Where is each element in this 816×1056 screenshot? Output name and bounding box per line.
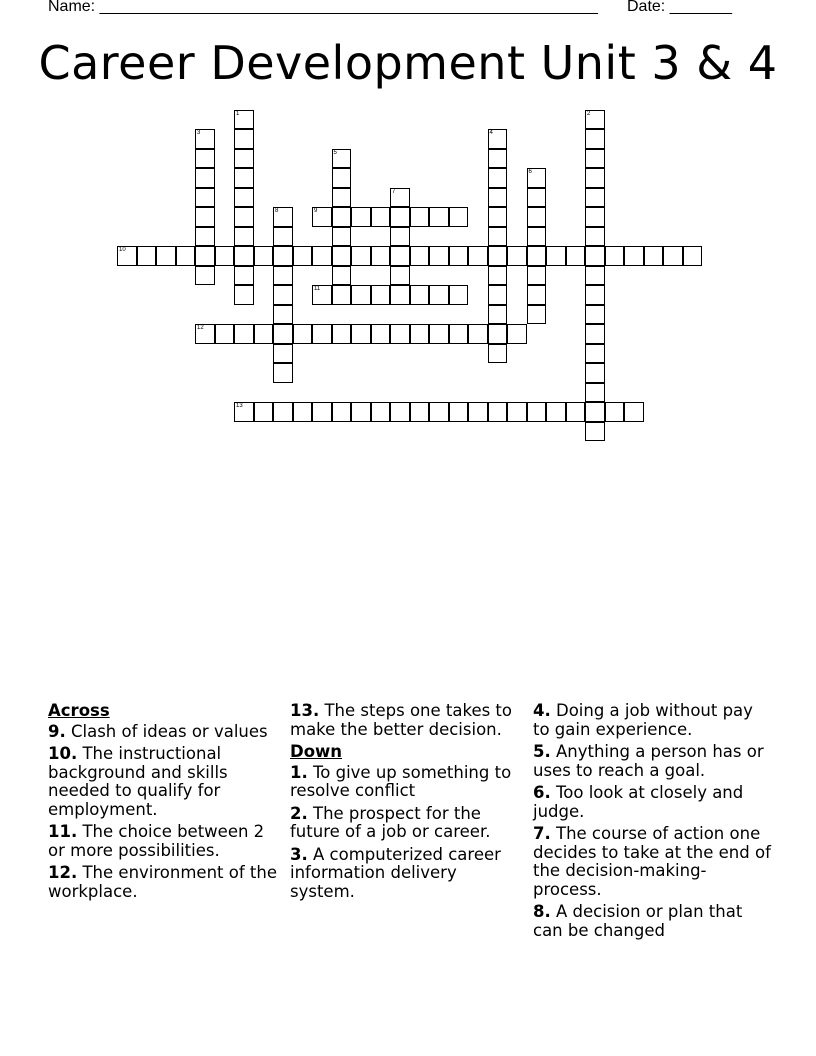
clue-item-number: 10. [48,744,78,763]
crossword-cell[interactable] [410,207,430,227]
clue-item-number: 12. [48,863,78,882]
clue-item [290,702,515,739]
crossword-cell[interactable] [488,188,508,208]
crossword-cell[interactable] [234,168,254,188]
crossword-cell[interactable] [585,324,605,344]
crossword-cell[interactable] [156,246,176,266]
clue-number: 5 [333,149,337,156]
clue-item-number: 5. [533,742,551,761]
crossword-cell[interactable] [429,246,449,266]
crossword-cell[interactable] [449,324,469,344]
crossword-cell[interactable] [585,246,605,266]
clue-item-number: 6. [533,783,551,802]
crossword-cell[interactable] [273,227,293,247]
crossword-cell[interactable] [195,129,215,149]
clues-column-3 [533,702,773,944]
crossword-cell[interactable] [332,266,352,286]
crossword-cell[interactable] [312,246,332,266]
crossword-cell[interactable] [585,227,605,247]
clue-item-text: The course of action one decides to take at the end of the decision-making-process. [533,824,771,899]
crossword-cell[interactable] [195,246,215,266]
crossword-cell[interactable] [585,207,605,227]
clue-item-text: The prospect for the future of a job or career. [290,803,491,841]
clue-item-text: The choice between 2 or more possibilities. [48,822,265,860]
crossword-cell[interactable] [293,402,313,422]
crossword-cell[interactable] [332,227,352,247]
clue-item [533,743,773,780]
clue-number: 10 [119,247,126,253]
crossword-cell[interactable] [429,402,449,422]
crossword-cell[interactable] [507,402,527,422]
crossword-cell[interactable] [312,285,332,305]
clue-item-number: 9. [48,721,66,741]
crossword-cell[interactable] [332,402,352,422]
clue-item [533,702,773,739]
crossword-cell[interactable] [585,344,605,364]
crossword-cell[interactable] [527,266,547,286]
crossword-cell[interactable] [332,149,352,169]
crossword-cell[interactable] [273,207,293,227]
crossword-cell[interactable] [371,246,391,266]
crossword-cell[interactable] [312,402,332,422]
crossword-cell[interactable] [624,246,644,266]
crossword-cell[interactable] [390,324,410,344]
crossword-cell[interactable] [332,188,352,208]
crossword-cell[interactable] [234,227,254,247]
crossword-cell[interactable] [390,402,410,422]
clue-number: 4 [489,130,493,136]
crossword-cell[interactable] [585,188,605,208]
crossword-cell[interactable] [332,324,352,344]
crossword-cell[interactable] [351,285,371,305]
crossword-cell[interactable] [254,324,274,344]
crossword-cell[interactable] [488,168,508,188]
crossword-cell[interactable] [273,324,293,344]
clue-item [48,723,278,742]
crossword-cell[interactable] [332,207,352,227]
crossword-cell[interactable] [488,149,508,169]
crossword-cell[interactable] [527,305,547,325]
crossword-cell[interactable] [234,110,254,130]
crossword-cell[interactable] [234,207,254,227]
crossword-cell[interactable] [137,246,157,266]
clue-item-text: Anything a person has or uses to reach a goal. [533,742,764,780]
crossword-cell[interactable] [488,402,508,422]
clue-item-text: To give up something to resolve conflict [290,762,512,800]
crossword-cell[interactable] [351,402,371,422]
clue-number: 9 [314,208,318,214]
clue-item [290,805,515,842]
crossword-cell[interactable] [332,246,352,266]
clue-item-number: 4. [533,701,551,720]
crossword-cell[interactable] [234,129,254,149]
crossword-cell[interactable] [273,363,293,383]
crossword-cell[interactable] [585,402,605,422]
crossword-cell[interactable] [176,246,196,266]
clue-item-number: 11. [48,822,78,841]
down-clue-list [290,764,515,902]
crossword-cell[interactable] [585,149,605,169]
crossword-cell[interactable] [488,227,508,247]
crossword-cell[interactable] [195,149,215,169]
crossword-cell[interactable] [429,285,449,305]
crossword-cell[interactable] [683,246,703,266]
crossword-cell[interactable] [605,402,625,422]
down-heading: Down [290,742,343,761]
crossword-cell[interactable] [663,246,683,266]
across-clue-list-continued [290,702,515,739]
crossword-cell[interactable] [585,129,605,149]
crossword-cell[interactable] [254,246,274,266]
clue-item [290,846,515,902]
crossword-cell[interactable] [410,324,430,344]
crossword-cell[interactable] [585,266,605,286]
clue-item [533,784,773,821]
crossword-grid [0,0,816,460]
crossword-cell[interactable] [117,246,137,266]
crossword-cell[interactable] [390,188,410,208]
crossword-cell[interactable] [312,207,332,227]
crossword-cell[interactable] [234,285,254,305]
crossword-cell[interactable] [449,402,469,422]
clues-column-2 [290,702,515,905]
crossword-cell[interactable] [332,285,352,305]
crossword-cell[interactable] [390,285,410,305]
crossword-cell[interactable] [273,285,293,305]
crossword-cell[interactable] [195,207,215,227]
crossword-cell[interactable] [195,324,215,344]
crossword-cell[interactable] [312,324,332,344]
crossword-cell[interactable] [410,246,430,266]
crossword-cell[interactable] [273,246,293,266]
clue-number: 8 [275,208,279,214]
crossword-cell[interactable] [351,207,371,227]
crossword-cell[interactable] [195,168,215,188]
crossword-cell[interactable] [449,246,469,266]
crossword-cell[interactable] [488,324,508,344]
crossword-cell[interactable] [507,324,527,344]
down-clue-list-continued [533,702,773,940]
crossword-cell[interactable] [507,246,527,266]
crossword-cell[interactable] [488,207,508,227]
crossword-cell[interactable] [429,324,449,344]
crossword-cell[interactable] [585,305,605,325]
crossword-cell[interactable] [527,285,547,305]
clue-item-number: 2. [290,803,308,823]
date-field-label: Date: _______ [627,0,732,15]
clue-item-number: 7. [533,824,551,843]
crossword-cell[interactable] [234,149,254,169]
clues-column-1 [48,702,278,905]
clue-number: 2 [587,110,591,117]
clue-item-number: 3. [290,844,308,864]
clue-item-text: A decision or plan that can be changed [533,902,743,940]
crossword-cell[interactable] [605,246,625,266]
crossword-cell[interactable] [468,324,488,344]
crossword-cell[interactable] [585,363,605,383]
crossword-cell[interactable] [468,246,488,266]
crossword-cell[interactable] [371,285,391,305]
crossword-cell[interactable] [195,266,215,286]
across-heading: Across [48,701,110,720]
crossword-cell[interactable] [449,285,469,305]
crossword-cell[interactable] [488,246,508,266]
crossword-cell[interactable] [371,402,391,422]
clue-item-number: 1. [290,762,308,782]
clue-item-text: Doing a job without pay to gain experience. [533,701,753,739]
crossword-cell[interactable] [195,188,215,208]
clue-number: 13 [236,403,243,409]
clue-number: 6 [528,169,532,175]
crossword-cell[interactable] [351,246,371,266]
crossword-cell[interactable] [585,110,605,130]
clue-number: 12 [197,325,204,331]
crossword-cell[interactable] [488,344,508,364]
crossword-cell[interactable] [273,402,293,422]
crossword-cell[interactable] [527,207,547,227]
clue-number: 7 [392,188,396,195]
crossword-cell[interactable] [488,266,508,286]
clue-item-text: The environment of the workplace. [48,863,277,901]
name-field-label: Name: ________________________________________________________ [48,0,598,15]
crossword-cell[interactable] [644,246,664,266]
clue-item [48,864,278,901]
crossword-cell[interactable] [624,402,644,422]
crossword-cell[interactable] [273,305,293,325]
clue-number: 3 [197,130,201,136]
clue-item-number: 13. [290,701,320,720]
clue-item [48,823,278,860]
crossword-cell[interactable] [215,324,235,344]
crossword-cell[interactable] [527,246,547,266]
crossword-cell[interactable] [585,285,605,305]
crossword-cell[interactable] [371,207,391,227]
crossword-cell[interactable] [449,207,469,227]
crossword-cell[interactable] [488,305,508,325]
crossword-cell[interactable] [254,402,274,422]
page-title: Career Development Unit 3 & 4 [38,36,778,90]
crossword-cell[interactable] [566,246,586,266]
crossword-cell[interactable] [410,402,430,422]
clue-item-text: The steps one takes to make the better decision. [290,701,512,739]
clue-item-text: Clash of ideas or values [65,721,268,741]
crossword-cell[interactable] [488,129,508,149]
crossword-cell[interactable] [527,188,547,208]
clue-number: 11 [314,286,321,292]
crossword-cell[interactable] [371,324,391,344]
crossword-cell[interactable] [585,168,605,188]
crossword-cell[interactable] [527,402,547,422]
clue-item-number: 8. [533,902,551,921]
crossword-cell[interactable] [234,266,254,286]
crossword-cell[interactable] [234,188,254,208]
crossword-cell[interactable] [390,207,410,227]
clue-item [290,764,515,801]
crossword-cell[interactable] [273,266,293,286]
crossword-cell[interactable] [293,324,313,344]
clue-item [533,903,773,940]
crossword-cell[interactable] [527,227,547,247]
crossword-cell[interactable] [527,168,547,188]
crossword-cell[interactable] [488,285,508,305]
crossword-cell[interactable] [546,246,566,266]
crossword-cell[interactable] [273,344,293,364]
clue-number: 1 [236,110,240,117]
crossword-cell[interactable] [585,422,605,442]
crossword-cell[interactable] [351,324,371,344]
crossword-cell[interactable] [234,402,254,422]
clue-item-text: Too look at closely and judge. [533,783,744,821]
crossword-cell[interactable] [332,168,352,188]
crossword-cell[interactable] [566,402,586,422]
crossword-cell[interactable] [390,227,410,247]
clue-item-text: The instructional background and skills needed to qualify for employment. [48,744,228,819]
crossword-cell[interactable] [215,246,235,266]
crossword-cell[interactable] [546,402,566,422]
clue-item-text: A computerized career information delivery system. [290,844,501,901]
crossword-cell[interactable] [195,227,215,247]
crossword-cell[interactable] [234,324,254,344]
crossword-cell[interactable] [293,246,313,266]
crossword-cell[interactable] [390,266,410,286]
crossword-cell[interactable] [585,383,605,403]
clue-item [48,745,278,819]
crossword-cell[interactable] [234,246,254,266]
clue-item [533,825,773,899]
across-clue-list [48,723,278,902]
crossword-cell[interactable] [429,207,449,227]
crossword-cell[interactable] [410,285,430,305]
crossword-cell[interactable] [390,246,410,266]
crossword-cell[interactable] [468,402,488,422]
